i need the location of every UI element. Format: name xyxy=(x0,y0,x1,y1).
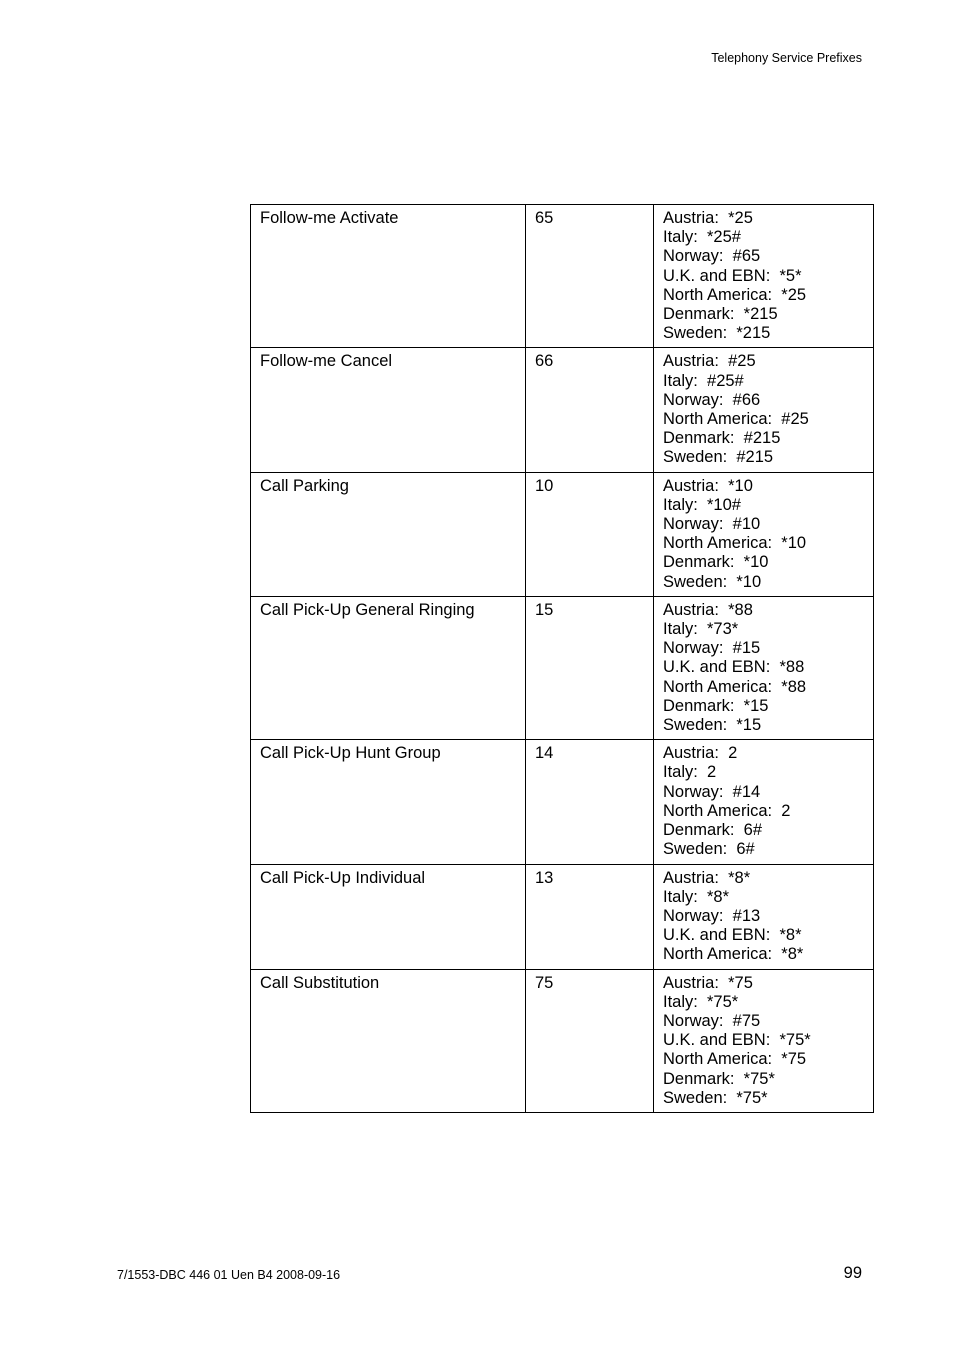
country-prefix: Denmark: #215 xyxy=(663,429,781,448)
country-prefix: Austria: *10 xyxy=(663,476,753,495)
country-prefix: Austria: *25 xyxy=(663,209,753,227)
country-prefixes-cell xyxy=(654,472,874,596)
service-code-cell: 66 xyxy=(526,348,654,472)
service-code-cell: 14 xyxy=(526,740,654,864)
country-prefix: Norway: #66 xyxy=(663,390,761,409)
service-name-cell: Call Pick-Up Individual xyxy=(251,864,526,969)
country-prefix: North America: 2 xyxy=(663,801,791,820)
service-code-cell: 15 xyxy=(526,596,654,739)
country-prefix: Denmark: *215 xyxy=(663,305,778,324)
table-row xyxy=(251,596,874,739)
country-prefixes-cell xyxy=(654,596,874,739)
service-name-cell: Call Pick-Up General Ringing xyxy=(251,596,526,739)
country-prefix: Italy: *8* xyxy=(663,887,730,906)
country-prefix: Denmark: *10 xyxy=(663,553,769,572)
service-name-cell: Call Pick-Up Hunt Group xyxy=(251,740,526,864)
country-prefix: Denmark: 6# xyxy=(663,821,763,840)
service-code-cell: 10 xyxy=(526,472,654,596)
country-prefixes-cell xyxy=(654,348,874,472)
country-prefix: Italy: *75* xyxy=(663,992,739,1011)
table-row xyxy=(251,740,874,864)
country-prefix: Denmark: *75* xyxy=(663,1069,775,1088)
country-prefix: Norway: #15 xyxy=(663,639,761,658)
country-prefix: North America: *25 xyxy=(663,285,807,304)
country-prefix: Italy: *73* xyxy=(663,620,739,639)
service-name-cell: Call Parking xyxy=(251,472,526,596)
prefix-table xyxy=(250,204,874,1113)
country-prefix: Italy: 2 xyxy=(663,763,717,782)
country-prefix: Austria: *75 xyxy=(663,973,753,992)
table-row xyxy=(251,969,874,1112)
country-prefix: North America: *10 xyxy=(663,534,807,553)
country-prefix: Sweden: *75* xyxy=(663,1088,768,1107)
country-prefix: North America: *8* xyxy=(663,945,804,964)
country-prefix: Norway: #13 xyxy=(663,906,761,925)
document-id: 7/1553-DBC 446 01 Uen B4 2008-09-16 xyxy=(117,1268,341,1282)
country-prefixes-cell xyxy=(654,205,874,348)
service-name-cell: Follow-me Cancel xyxy=(251,348,526,472)
country-prefix: Italy: *25# xyxy=(663,228,741,247)
country-prefix: Austria: *8* xyxy=(663,868,751,887)
country-prefix: North America: *88 xyxy=(663,677,807,696)
country-prefix: Norway: #65 xyxy=(663,247,761,266)
country-prefix: North America: #25 xyxy=(663,410,809,429)
country-prefix: Austria: 2 xyxy=(663,744,738,763)
country-prefix: Austria: #25 xyxy=(663,352,756,371)
service-code-cell: 13 xyxy=(526,864,654,969)
country-prefixes-cell xyxy=(654,864,874,969)
country-prefix: U.K. and EBN: *5* xyxy=(663,266,802,285)
country-prefix: Norway: #75 xyxy=(663,1011,761,1030)
country-prefix: U.K. and EBN: *75* xyxy=(663,1031,811,1050)
table-row xyxy=(251,472,874,596)
country-prefixes-cell xyxy=(654,740,874,864)
service-name-cell: Follow-me Activate xyxy=(251,205,526,348)
country-prefix: Denmark: *15 xyxy=(663,696,769,715)
table-row xyxy=(251,864,874,969)
country-prefix: Sweden: *215 xyxy=(663,324,771,343)
country-prefix: U.K. and EBN: *8* xyxy=(663,926,802,945)
table-body xyxy=(251,205,874,1113)
country-prefix: Sweden: 6# xyxy=(663,840,755,859)
country-prefix: Sweden: #215 xyxy=(663,448,774,467)
country-prefix: Norway: #10 xyxy=(663,515,761,534)
table-row xyxy=(251,348,874,472)
page-number: 99 xyxy=(843,1264,862,1282)
country-prefix: Italy: *10# xyxy=(663,495,741,514)
service-name-cell: Call Substitution xyxy=(251,969,526,1112)
country-prefixes-cell xyxy=(654,969,874,1112)
country-prefix: Norway: #14 xyxy=(663,782,761,801)
country-prefix: Austria: *88 xyxy=(663,600,753,619)
country-prefix: Italy: #25# xyxy=(663,371,744,390)
service-code-cell: 65 xyxy=(526,205,654,348)
country-prefix: North America: *75 xyxy=(663,1050,807,1069)
country-prefix: Sweden: *15 xyxy=(663,716,762,735)
country-prefix: U.K. and EBN: *88 xyxy=(663,658,805,677)
table-row xyxy=(251,205,874,348)
service-code-cell: 75 xyxy=(526,969,654,1112)
country-prefix: Sweden: *10 xyxy=(663,572,762,591)
running-header: Telephony Service Prefixes xyxy=(711,51,862,65)
